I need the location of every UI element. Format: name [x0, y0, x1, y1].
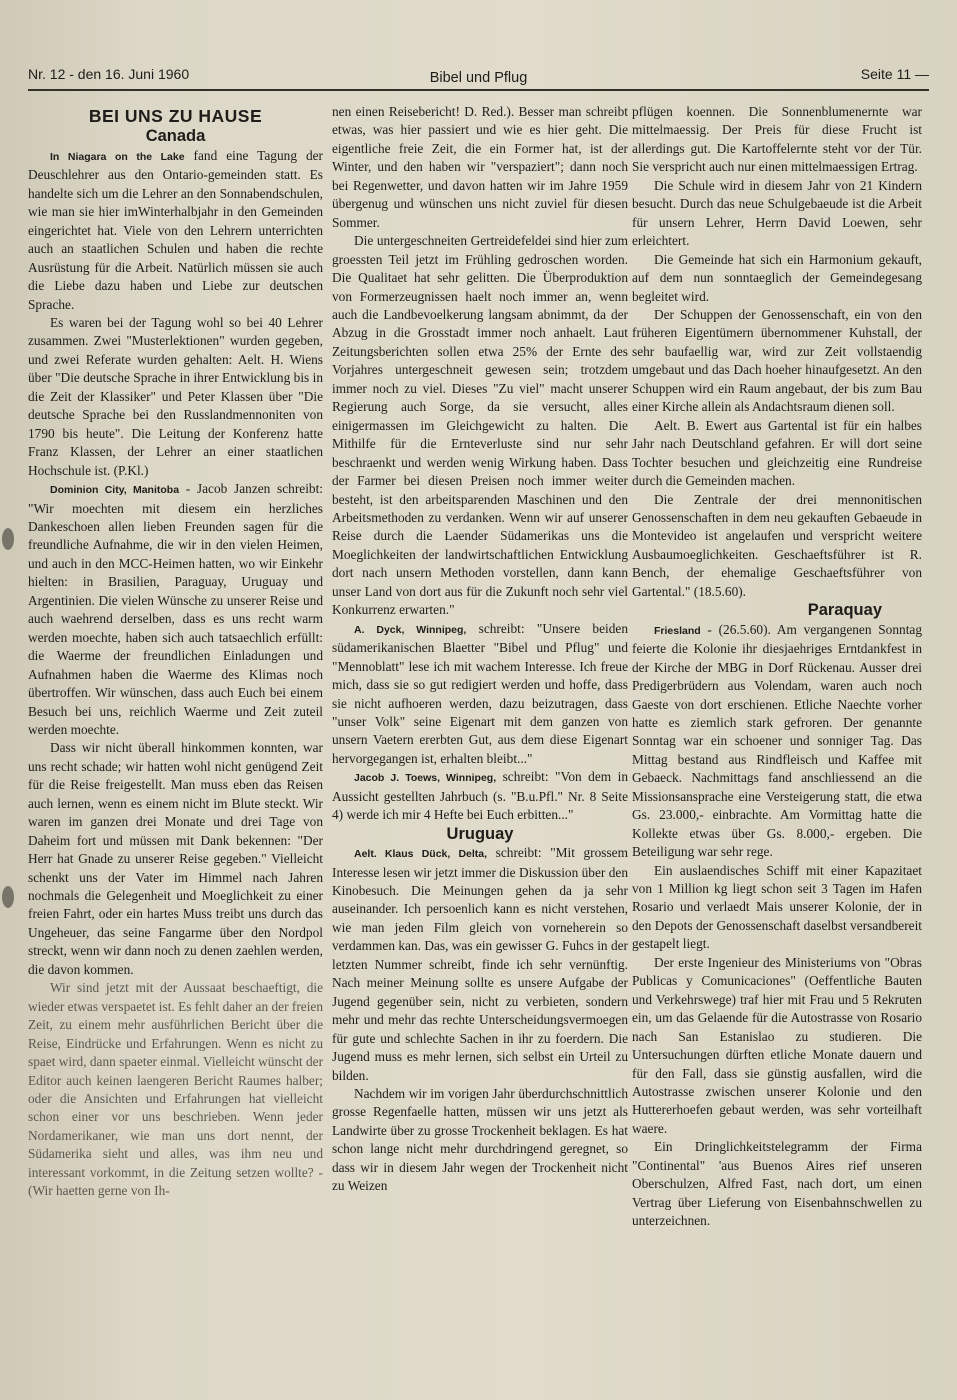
paragraph-text: schreibt: "Unsere beiden südamerikanischen Blaetter "Bibel und Pflug" und "Mennoblatt" lese ich mit wachem Interesse. Ich freue mich, dass sie so gut redigiert werden und hoffe, dass sie nicht aufhoeren werden, dazu beizutragen, dass "unser Volk" seine Eigenart mit dem ganzen von unsern Vaetern ererbten Gut, aus dem diese Eigenart hervorgegangen ist, erhalten bleibt..."	[332, 620, 628, 766]
paragraph-text: schreibt: "Mit grossem Interesse lesen wir jetzt immer die Diskussion über den Kinobesuch. Die Meinungen gehen da ja sehr auseinander. Ich persoenlich kann es nicht verstehen, wie man jeden Film gleich von vorneherein so verdammen kan. Das, was ein gewisser G. Fuhcs in der letzten Nummer schreibt, finde ich sehr vernünftig. Nach meiner Meinung sollte es unsere Aufgabe der Jugend gegenüber sein, nicht zu verbieten, sondern mehr und mehr das rechte Unterscheidungsvermoegen für gute und schlechte Sachen in ihr zu foerdern. Die Jugend muss es mehr lernen, sich selbst ein Urteil zu bilden.	[332, 845, 628, 1083]
dateline: A. Dyck, Winnipeg,	[354, 623, 467, 636]
paragraph: Die Zentrale der drei mennonitischen Genossenschaften in dem neu gekauften Gebaeude in Montevideo ist angelaufen und verspricht weitere Ausbaumoeglichkeiten. Geschaeftsführer ist R. Bench, der ehemalige Geschaeftsführer von Gartental." (18.5.60).	[632, 491, 922, 599]
paragraph	[28, 147, 323, 314]
binding-hole	[2, 528, 14, 550]
header-rule	[28, 89, 929, 91]
paragraph	[632, 621, 922, 862]
paragraph: Der Schuppen der Genossenschaft, ein von den früheren Eigentümern übernommener Kuhstall, der sehr baufaellig war, wird zur Zeit vollstaendig umgebaut und das Dach hoeher hinaufgesetzt. An den Schuppen wird ein Raum angebaut, der bis zum Bau einer Kirche allein als Andachtsraum dienen soll.	[632, 306, 922, 415]
paragraph: Die Gemeinde hat sich ein Harmonium gekauft, auf dem nun sonntaeglich der Gemeindegesang begleitet wird.	[632, 251, 922, 304]
paragraph	[332, 844, 628, 1085]
paragraph: Die untergeschneiten Gertreidefeldei sind hier zum groessten Teil jetzt im Frühling gedroschen worden. Die Qualitaet hat sehr gelitten. Die Überproduktion von Formerzeugnissen haelt noch immer an, wenn auch die Landbevoelkerung langsam abnimmt, da der Abzug in die Grosstadt immer noch anhaelt. Laut Zeitungsberichten sollen etwa 25% der Ernte des Vorjahres untergeschneit gewesen sein; trotzdem immer noch zu viel. Dieses "Zu viel" macht unserer Regierung auch Sorge, da sie versucht, alles einigermassen im Gleichgewicht zu halten. Die Mithilfe für die Ernteverluste sind nur sehr beschraenkt und werden wenig Wirkung haben. Dass der Farmer bei diesen Preisen noch immer weiter besteht, ist den arbeitsparenden Maschinen und den Arbeitsmethoden zu verdanken. Wenn wir auf unserer Reise durch die Laender Südamerikas uns die Moeglichkeiten der landwirtschaftlichen Entwicklung dort nach unsern Methoden vorstellen, dann kann unser Land von dort aus für die Zukunft noch sehr viel Konkurrenz erwarten."	[332, 233, 628, 618]
paragraph: nen einen Reisebericht! D. Red.). Besser man schreibt etwas, was hier passiert und wie es hier geht. Die eigentliche freie Zeit, die ein Former hat, ist der Winter, und den haben wir "verspaziert"; dann noch bei Regenwetter, und davon hatten wir im Jahre 1959 übergenug und wünschen uns nicht zuviel für diesen Sommer.	[332, 104, 628, 230]
dateline: Jacob J. Toews, Winnipeg,	[354, 772, 497, 785]
paragraph: Der erste Ingenieur des Ministeriums von "Obras Publicas y Comunicaciones" (Oeffentliche Bauten und Verkehrswege) traf hier mit Frau und 5 Rekruten ein, um das Gelaende für die Autostrasse von Rosario nach San Estanislao zu studieren. Die Untersuchungen dürften etliche Monate dauern und für den Fall, dass sie günstig ausfallen, wird die Autostrasse zwischen unserer Kolonie und den Huttererhoefen gebaut werden, was sehr vorteilhaft waere.	[632, 954, 922, 1136]
column-3	[632, 103, 922, 1231]
dateline: In Niagara on the Lake	[50, 150, 185, 163]
paragraph: Aelt. B. Ewert aus Gartental ist für ein halbes Jahr nach Deutschland gefahren. Er will dort seine Tochter besuchen und gleichzeitig eine Rundreise durch die Gemeinden machen.	[632, 417, 922, 489]
paragraph: pflügen koennen. Die Sonnenblumenernte war mittelmaessig. Der Preis für diese Frucht ist allerdings gut. Die Kartoffelernte steht vor der Tür. Sie verspricht auch nur einen mittelmaessigen Ertrag.	[632, 104, 922, 175]
publication-title: Bibel und Pflug	[429, 70, 528, 86]
paragraph	[28, 480, 323, 739]
paragraph-text: - Jacob Janzen schreibt: "Wir moechten mit diesem ein herzliches Dankeschoen allen lieben Freunden sagen für die freundliche Aufnahme, die wir in den vielen Heimen, und auch in den MCC-Heimen hatten, wo wir Einkehr hielten: in Brasilien, Paraguay, Uruguay und Argentinien. Die vielen Wünsche zu unserer Reise und auch waehrend derselben, dass es uns recht warm werden moechte, haben sich auch tatsaechlich erfüllt: die Waerme der freundlichen Einladungen und Aufnahmen haben die Waerme des Klimas noch übertroffen. Wir wünschen, dass auch Euch bei einem Besuch bei uns, reichlich Waerme und Zeit zuteil werden moechte.	[28, 481, 323, 737]
paragraph-text: fand eine Tagung der Deuschlehrer aus den Ontario-gemeinden statt. Es handelte sich um die Lehrer an den Sonnabendschulen, wie man sie hier imWinterhalbjahr in den Gemeinden eingerichtet hat. Viele von den Lehrern unterrichten auch an staatlichen Schulen und haben die rechte Ausrüstung für die Arbeit. Natürlich müssen sie auch die Liebe dazu haben und Liebe zur deutschen Sprache.	[28, 147, 323, 312]
paragraph	[332, 620, 628, 769]
paragraph: Nachdem wir im vorigen Jahr überdurchschnittlich grosse Regenfaelle hatten, müssen wir uns jetzt als Landwirte über zu grosse Trockenheit beklagen. Es hat schon lange nicht mehr durchdringend geregnet, so dass wir in diesem Jahr wegen der Trockenheit nicht zu Weizen	[332, 1086, 628, 1194]
page-header	[28, 64, 929, 88]
paragraph: Ein Dringlichkeitstelegramm der Firma "Continental" 'aus Buenos Aires rief unseren Oberschulzen, Alfred Fast, nach dort, um einen Vertrag über Lieferung von Eisenbahnschwellen zu unterzeichnen.	[632, 1139, 922, 1229]
column-1	[28, 103, 323, 1201]
page-number: Seite 11 —	[860, 66, 929, 82]
binding-hole	[2, 886, 14, 908]
paragraph: Wir sind jetzt mit der Aussaat beschaeftigt, die wieder etwas verspaetet ist. Es fehlt daher an der freien Zeit, zu einem mehr ausführlichen Bericht über die Reise, Eindrücke und Erfahrungen. Wenn es nicht zu spaet wird, dann spaeter einmal. Vielleicht wünscht der Editor auch keinen laengeren Bericht Raumes halber; oder die Ansichten und Erfahrungen hat vielleicht schon einer vor uns beschrieben. Wenn jeder Nordamerikaner, wie man uns dort nennt, der Südamerika sieht und alles, was ihm neu und interessant vorkommt, in die Zeitung setzen wollte? - (Wir haetten gerne von Ih-	[28, 980, 324, 1199]
country-heading-paraguay: Paraquay	[807, 601, 882, 620]
paragraph: Die Schule wird in diesem Jahr von 21 Kindern besucht. Durch das neue Schulgebaeude ist die Arbeit für unsern Lehrer, Herrn David Loewen, sehr erleichtert.	[632, 177, 922, 249]
dateline: Dominion City, Manitoba	[50, 484, 180, 497]
paragraph-text: - (26.5.60). Am vergangenen Sonntag feierte die Kolonie ihr diesjaehriges Erntdankfest in der Kirche der MBG in Dorf Rückenau. Ausser drei Predigerbrüdern aus Volendam, waren auch noch Gaeste von dort erschienen. Etliche Naechte vorher hatte es ziemlich stark gefroren. Der genannte Sonntag war ein schoener und sonniger Tag. Das Mittag bestand aus Rindfleisch und Kaffee mit Gebaeck. Nachmittags fand anschliessend an die Missionsansprache eine Versteigerung statt, die etwa Gs. 23.000,- einbrachte. Am Vormittag hatte die Kollekte etwas über Gs. 8.000,- ergeben. Die Beteiligung war sehr rege.	[632, 621, 922, 860]
dateline: Aelt. Klaus Dück, Delta,	[354, 848, 488, 861]
issue-date: Nr. 12 - den 16. Juni 1960	[28, 66, 190, 82]
country-heading-uruguay: Uruguay	[446, 824, 514, 843]
paragraph-text: schreibt: "Von dem in Aussicht gestellten Jahrbuch (s. "B.u.Pfl." Nr. 8 Seite 4) werde ich mir 4 Hefte bei Euch erbitten..."	[332, 769, 628, 823]
section-heading: BEI UNS ZU HAUSE	[88, 106, 263, 126]
country-heading-canada: Canada	[145, 127, 206, 146]
paragraph: Dass wir nicht überall hinkommen konnten, war uns recht schade; wir hatten wohl nicht genügend Zeit für die Reise freigestellt. Man muss eben das Reisen auch lernen, wenn es einem nicht im Blute steckt. Wir waren im ganzen drei Monate und drei Tage von Daheim fort und müssen mit Dank bekennen: "Der Herr hat Gnade zu unserer Reise gegeben." Vielleicht schenkt uns der Vater im Himmel nach Jahren nochmals die Gelegenheit und Moeglichkeit zu einer freien Fahrt, oder ein hartes Muss treibt uns durch das Ungeheuer, das seine Fangarme über den Nordpol streckt, wenn wir dann noch zu denen zaehlen werden, die davon kommen.	[28, 740, 323, 977]
article-columns	[28, 103, 928, 1393]
column-2	[332, 103, 628, 1196]
dateline: Friesland	[654, 624, 701, 637]
paragraph	[332, 768, 628, 824]
paragraph: Es waren bei der Tagung wohl so bei 40 Lehrer zusammen. Zwei "Musterlektionen" wurden gegeben, und zwei Referate wurden gehalten: Aelt. H. Wiens über "Die deutsche Sprache in ihrer Entwicklung bis in die Zeit der Klassiker" und Peter Klassen über "Die deutsche Sprache bei den Russlandmennoniten von 1790 bis heute". Die Leitung der Konferenz hatte Franz Klassen, der Lehrer an einer staatlichen Hochschule ist. (P.Kl.)	[28, 314, 323, 478]
paragraph: Ein auslaendisches Schiff mit einer Kapazitaet von 1 Million kg liegt schon seit 3 Tagen im Hafen Rosario und verlaedt Mais unserer Kolonie, der in den Depots der Genossenschaft daselbst versandbereit gestapelt liegt.	[632, 862, 922, 952]
